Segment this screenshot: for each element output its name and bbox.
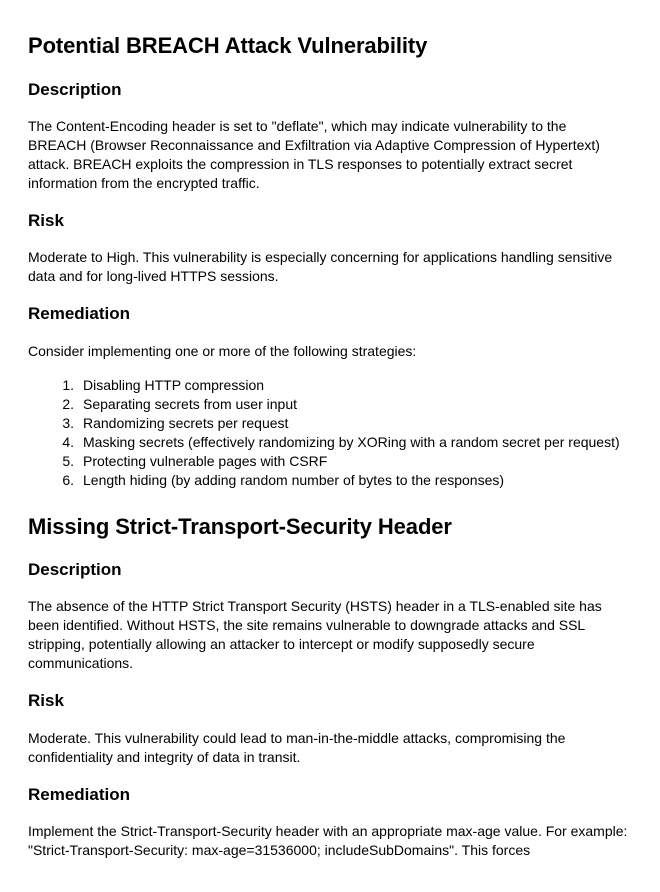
list-item-number: 6. bbox=[62, 472, 74, 488]
remediation-intro: Consider implementing one or more of the following strategies: bbox=[28, 343, 417, 359]
list-item-text: Protecting vulnerable pages with CSRF bbox=[83, 453, 328, 469]
risk-text: Moderate. This vulnerability could lead to man-in-the-middle attacks, compromising the confidentiality and integrity of data in transit. bbox=[28, 730, 566, 765]
description-text: The absence of the HTTP Strict Transport Security (HSTS) header in a TLS-enabled site has been identified. Without HSTS, the site remains vulnerable to downgrade attacks and SSL stripping, potentially allowing an attacker to intercept or modify supposedly secure communications. bbox=[28, 598, 602, 671]
description-heading: Description bbox=[28, 80, 122, 99]
list-item bbox=[28, 376, 632, 395]
list-item-number: 2. bbox=[62, 396, 74, 412]
description-text: The Content-Encoding header is set to "deflate", which may indicate vulnerability to the BREACH (Browser Reconnaissance and Exfiltration via Adaptive Compression of Hypertext) attack. BREACH exploits the compression in TLS responses to potentially extract secret information from the encrypted traffic. bbox=[28, 118, 600, 191]
remediation-heading: Remediation bbox=[28, 304, 131, 323]
list-item bbox=[28, 433, 632, 452]
list-item-text: Separating secrets from user input bbox=[83, 396, 297, 412]
list-item bbox=[28, 414, 632, 433]
list-item-number: 5. bbox=[62, 453, 74, 469]
list-item-text: Disabling HTTP compression bbox=[83, 377, 265, 393]
section-title-hsts: Missing Strict-Transport-Security Header bbox=[28, 514, 452, 539]
strategy-list bbox=[28, 376, 632, 490]
section-title-breach: Potential BREACH Attack Vulnerability bbox=[28, 33, 428, 58]
list-item bbox=[28, 452, 632, 471]
list-item bbox=[28, 471, 632, 490]
list-item-text: Masking secrets (effectively randomizing by XORing with a random secret per request) bbox=[83, 434, 620, 450]
remediation-text: Implement the Strict-Transport-Security header with an appropriate max-age value. For example: "Strict-Transport-Security: max-age=31536000; includeSubDomains". This forces bbox=[28, 823, 628, 858]
list-item-number: 1. bbox=[62, 377, 74, 393]
list-item bbox=[28, 395, 632, 414]
risk-heading: Risk bbox=[28, 211, 64, 230]
risk-heading: Risk bbox=[28, 691, 64, 710]
list-item-text: Randomizing secrets per request bbox=[83, 415, 289, 431]
list-item-text: Length hiding (by adding random number of bytes to the responses) bbox=[83, 472, 505, 488]
list-item-number: 4. bbox=[62, 434, 74, 450]
risk-text: Moderate to High. This vulnerability is especially concerning for applications handling sensitive data and for long-lived HTTPS sessions. bbox=[28, 249, 613, 284]
list-item-number: 3. bbox=[62, 415, 74, 431]
remediation-heading: Remediation bbox=[28, 785, 131, 804]
description-heading: Description bbox=[28, 560, 122, 579]
